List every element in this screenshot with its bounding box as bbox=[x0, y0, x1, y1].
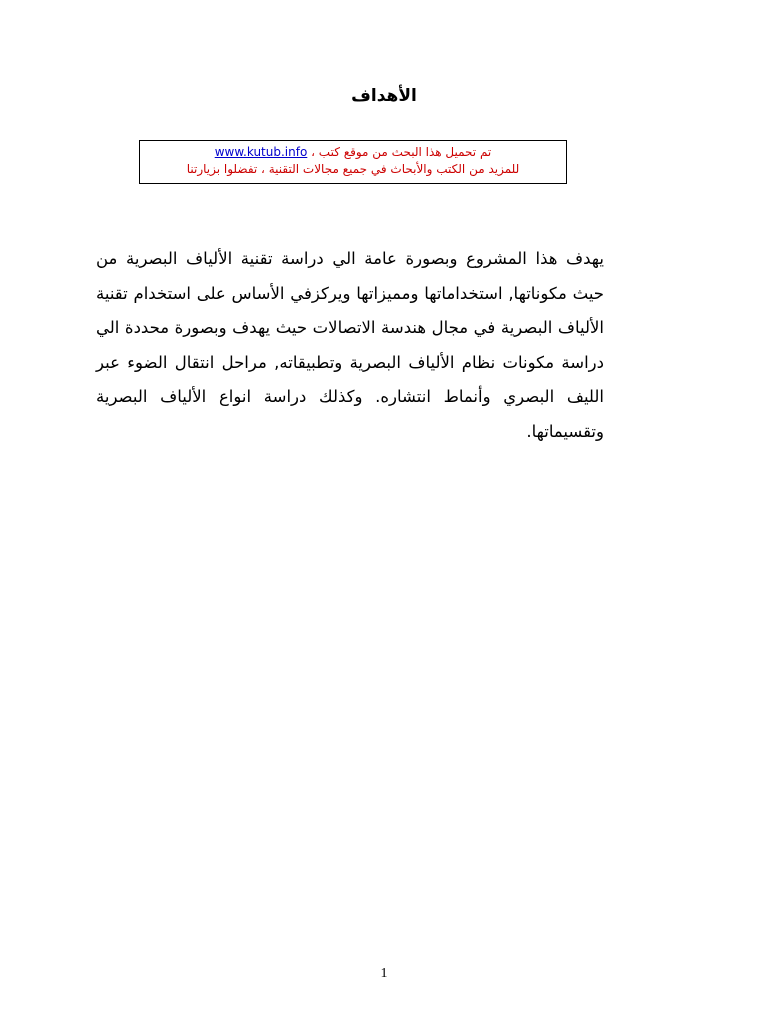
kutub-link[interactable]: www.kutub.info bbox=[214, 145, 308, 159]
objectives-paragraph: يهدف هذا المشروع وبصورة عامة الي دراسة تقنية الألياف البصرية من حيث مكوناتها, استخداماتها ومميزاتها ويركزفي الأساس على استخدام تقنية الألياف البصرية في مجال هندسة الاتصالات حيث يهدف وبصورة محددة الي دراسة مكونات نظام الألياف البصرية وتطبيقاته, مراحل انتقال الضوء عبر الليف البصري وأنماط انتشاره. وكذلك دراسة انواع الألياف البصرية وتقسيماتها. bbox=[96, 249, 604, 441]
page-number: 1 bbox=[380, 966, 388, 981]
page-title: الأهداف bbox=[351, 86, 417, 106]
notice-line-1-text: تم تحميل هذا البحث من موقع كتب ، bbox=[307, 145, 492, 159]
notice-line-1 bbox=[140, 144, 566, 161]
notice-line-2: للمزيد من الكتب والأبحاث في جميع مجالات التقنية ، تفضلوا بزيارتنا bbox=[186, 162, 520, 176]
download-notice-box bbox=[139, 140, 567, 184]
